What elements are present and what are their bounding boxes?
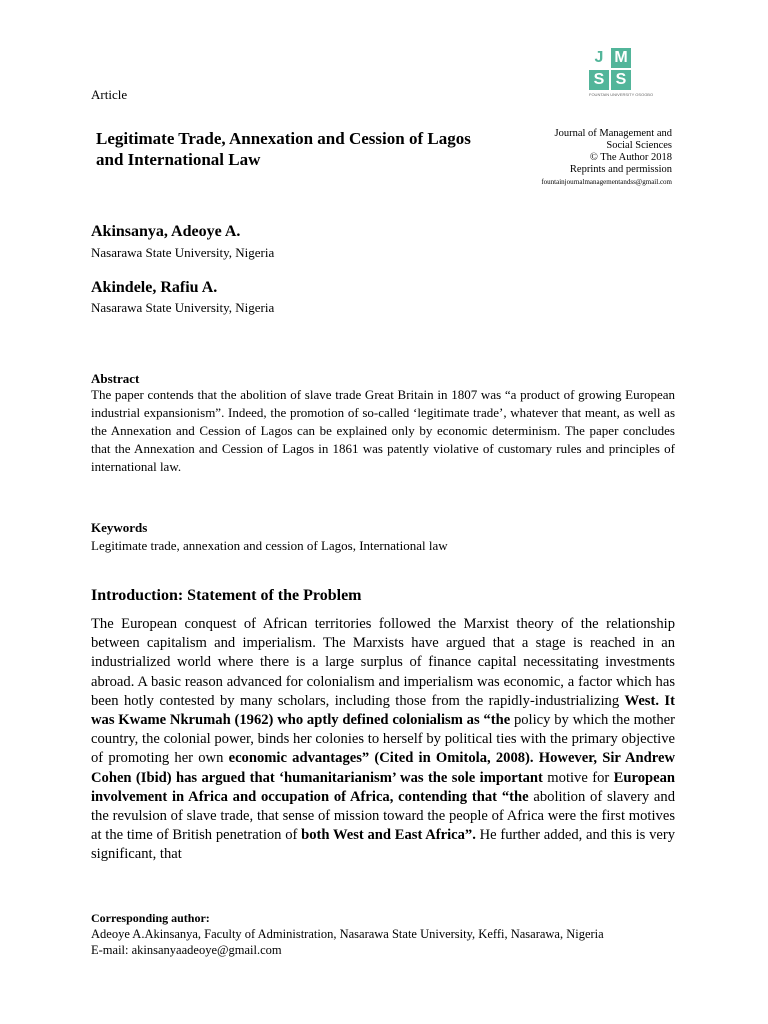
journal-info bbox=[412, 128, 672, 188]
keywords-heading: Keywords bbox=[91, 520, 148, 535]
corresponding-author-email: E-mail: akinsanyaadeoye@gmail.com bbox=[91, 942, 282, 957]
journal-name-line2: Social Sciences bbox=[606, 140, 672, 151]
logo-letter-j: J bbox=[589, 48, 609, 68]
author-name-2: Akindele, Rafiu A. bbox=[91, 279, 218, 296]
intro-text-4: abolition of slavery and the revulsion of slave trade, that sense of mission toward the people of Africa were the first motives at the time of British penetration of bbox=[91, 788, 676, 844]
journal-reprints: Reprints and permission bbox=[569, 164, 672, 175]
abstract-heading: Abstract bbox=[91, 371, 140, 386]
journal-copyright: © The Author 2018 bbox=[589, 152, 672, 163]
corresponding-author-heading: Corresponding author: bbox=[91, 911, 210, 925]
intro-bold-4: both West and East Africa”. bbox=[301, 827, 476, 844]
intro-text-2: policy by which the mother country, the colonial power, binds her colonies to herself by political ties with the primary objective of promoting her own bbox=[91, 712, 675, 767]
article-type-label: Article bbox=[91, 87, 128, 102]
corresponding-author-details bbox=[91, 927, 681, 958]
introduction-paragraph bbox=[91, 615, 675, 865]
abstract-text: The paper contends that the abolition of slave trade Great Britain in 1807 was “a product of growing European industrial expansionism”. Indeed, the promotion of so-called ‘legitimate trade’, whatever that meant, as well as the Annexation and Cession of Lagos can be explained only by economic determinism. The paper concludes that the Annexation and Cession of Lagos in 1861 was patently violative of customary rules and principles of international law. bbox=[91, 387, 675, 474]
author-name-1: Akinsanya, Adeoye A. bbox=[91, 223, 241, 240]
intro-bold-3: European involvement in Africa and occupation of Africa, contending that “the bbox=[91, 769, 675, 805]
introduction-heading: Introduction: Statement of the Problem bbox=[91, 587, 362, 604]
author-affiliation-1: Nasarawa State University, Nigeria bbox=[91, 245, 275, 260]
keywords-text: Legitimate trade, annexation and cession of Lagos, International law bbox=[91, 538, 448, 553]
intro-text-3: motive for bbox=[542, 769, 614, 786]
journal-name-line1: Journal of Management and bbox=[554, 128, 672, 139]
logo-letter-s2: S bbox=[611, 70, 631, 90]
journal-logo bbox=[589, 48, 654, 102]
paper-title: Legitimate Trade, Annexation and Cession of Lagos and International Law bbox=[96, 129, 471, 169]
intro-text-5: He further added, and this is very significant, that bbox=[91, 827, 676, 863]
logo-letter-m: M bbox=[611, 48, 631, 68]
journal-email: fountainjournalmanagementandss@gmail.com bbox=[541, 178, 672, 186]
corresponding-author-address: Adeoye A.Akinsanya, Faculty of Administration, Nasarawa State University, Keffi, Nasarawa, Nigeria bbox=[91, 927, 604, 941]
logo-tagline: FOUNTAIN UNIVERSITY OSOGBO bbox=[589, 92, 654, 97]
author-affiliation-2: Nasarawa State University, Nigeria bbox=[91, 300, 275, 315]
logo-letter-s1: S bbox=[589, 70, 609, 90]
intro-bold-1: West. It was Kwame Nkrumah (1962) who aptly defined colonialism as “the bbox=[91, 692, 675, 729]
intro-text-1: The European conquest of African territories followed the Marxist theory of the relationship between capitalism and imperialism. The Marxists have argued that a stage is reached in an industrialized world where there is a large surplus of finance capital necessitating investments abroad. A basic reason advanced for colonialism and imperialism was economic, a factor which has been hotly contested by many scholars, including those from the rapidly-industrializing bbox=[91, 616, 675, 709]
intro-bold-2: economic advantages” (Cited in Omitola, 2008). However, Sir Andrew Cohen (Ibid) has argued that ‘humanitarianism’ was the sole important bbox=[91, 750, 675, 786]
